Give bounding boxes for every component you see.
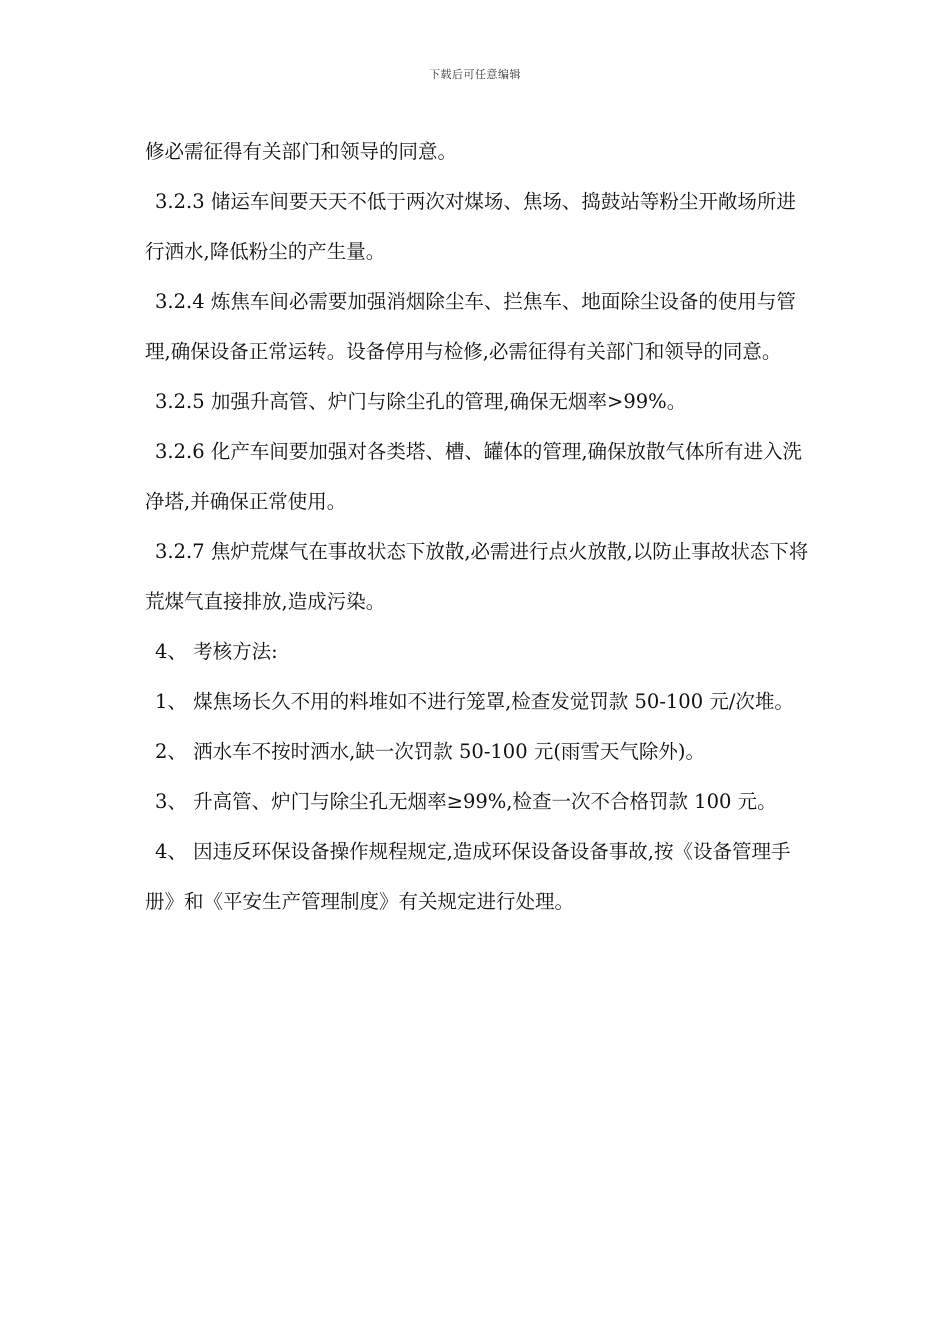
paragraph-3-2-5: 3.2.5 加强升高管、炉门与除尘孔的管理,确保无烟率>99%。: [155, 390, 687, 413]
assessment-item-4: 4、 因违反环保设备操作规程规定,造成环保设备设备事故,按《设备管理手册》和《平安生产管理制度》有关规定进行处理。: [145, 840, 791, 913]
assessment-item-3: 3、 升高管、炉门与除尘孔无烟率≥99%,检查一次不合格罚款 100 元。: [155, 790, 777, 813]
paragraph-3-2-6: 3.2.6 化产车间要加强对各类塔、槽、罐体的管理,确保放散气体所有进入洗净塔,并确保正常使用。: [145, 440, 803, 513]
assessment-item-2: 2、 洒水车不按时洒水,缺一次罚款 50-100 元(雨雪天气除外)。: [155, 740, 706, 763]
paragraph-3-2-3: 3.2.3 储运车间要天天不低于两次对煤场、焦场、捣鼓站等粉尘开敞场所进行洒水,降低粉尘的产生量。: [145, 190, 796, 263]
section-heading-assessment: 4、 考核方法:: [155, 640, 278, 663]
document-body: [145, 127, 810, 927]
paragraph-3-2-7: 3.2.7 焦炉荒煤气在事故状态下放散,必需进行点火放散,以防止事故状态下将荒煤气直接排放,造成污染。: [145, 540, 809, 613]
paragraph-3-2-4: 3.2.4 炼焦车间必需要加强消烟除尘车、拦焦车、地面除尘设备的使用与管理,确保设备正常运转。设备停用与检修,必需征得有关部门和领导的同意。: [145, 290, 796, 363]
assessment-item-1: 1、 煤焦场长久不用的料堆如不进行笼罩,检查发觉罚款 50-100 元/次堆。: [155, 690, 794, 713]
paragraph-continuation: 修必需征得有关部门和领导的同意。: [145, 140, 458, 163]
page-header: 下载后可任意编辑: [429, 68, 521, 81]
